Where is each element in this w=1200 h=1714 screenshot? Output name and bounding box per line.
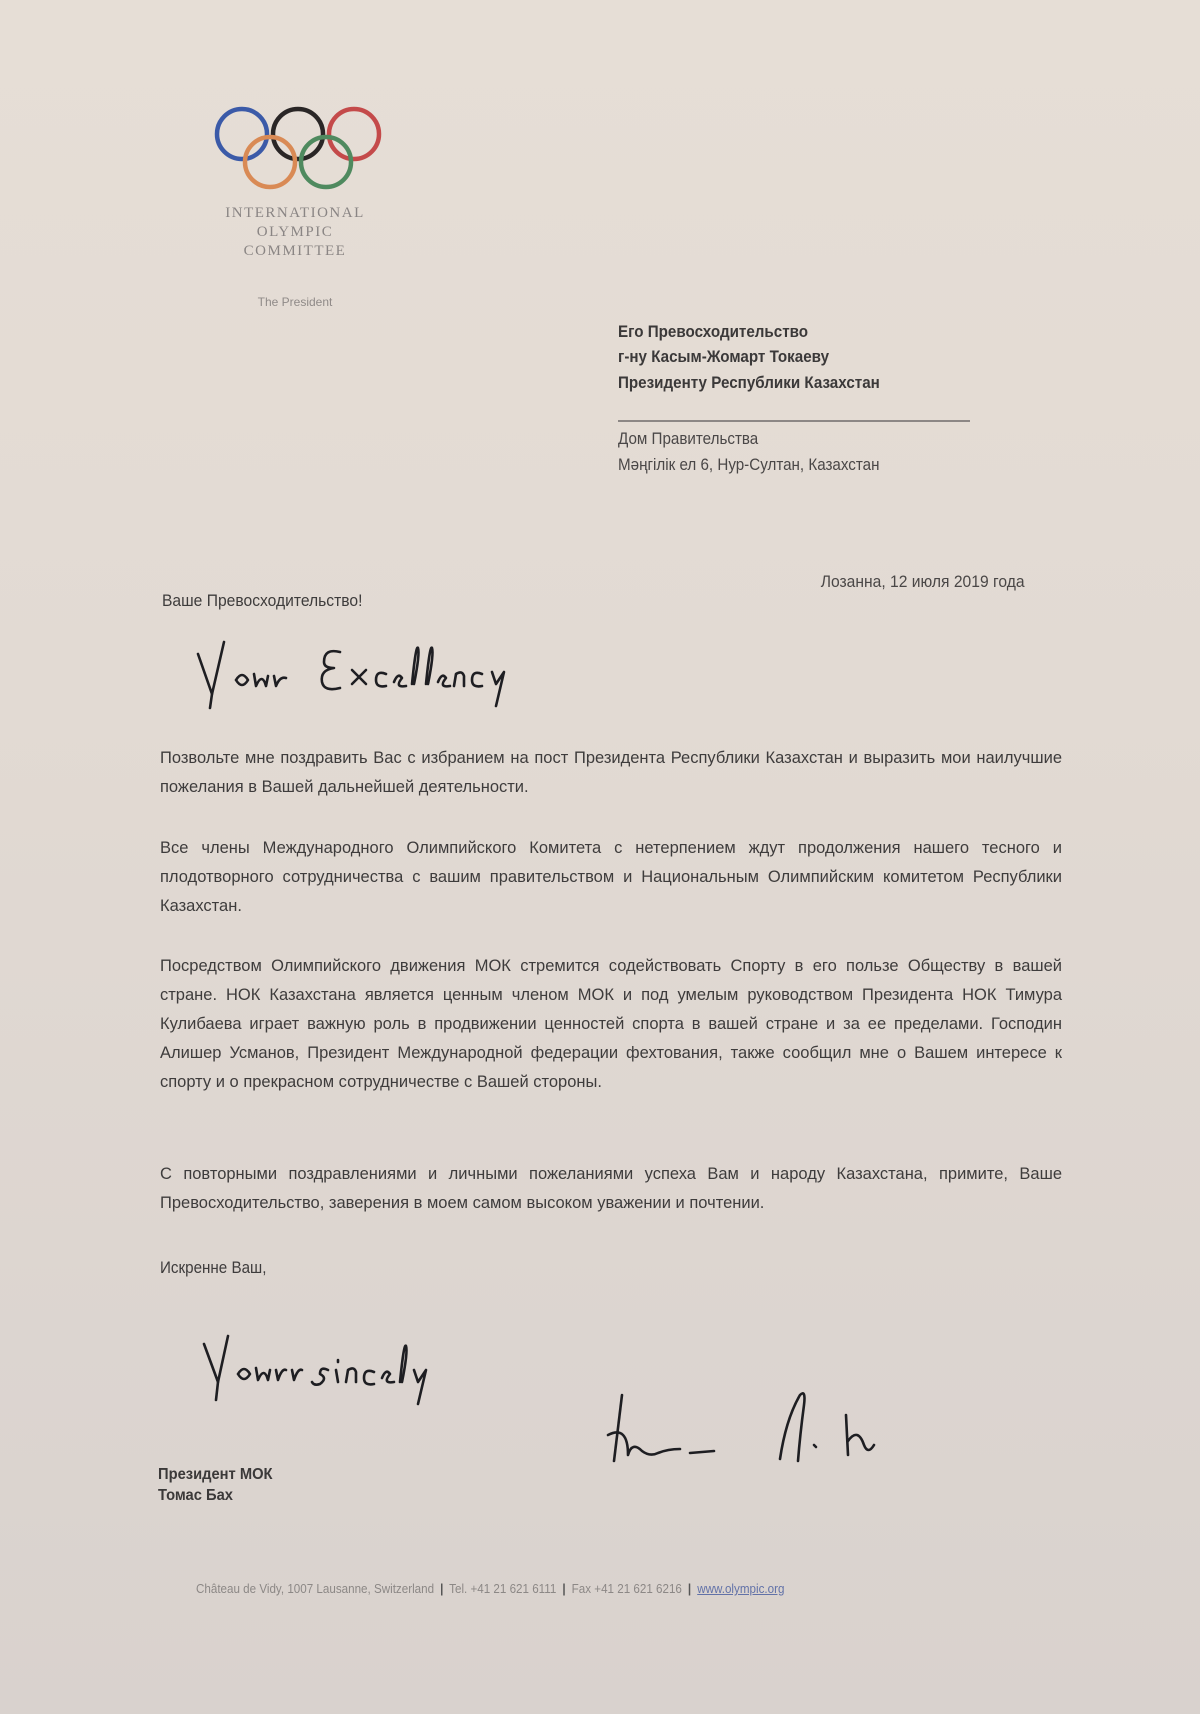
signatory-title: Президент МОК <box>158 1466 273 1483</box>
signatory-name: Томас Бах <box>158 1487 233 1504</box>
address-line-2: Мәңгілік ел 6, Нур-Султан, Казахстан <box>618 456 880 474</box>
body-paragraph-4: С повторными поздравлениями и личными пожеланиями успеха Вам и народу Казахстана, примите, Ваше Превосходительство, заверения в моем самом высоком уважении и почтении. <box>160 1165 1062 1212</box>
closing-line: Искренне Ваш, <box>160 1259 267 1277</box>
letter-footer <box>196 1582 959 1596</box>
recipient-line-3: Президенту Республики Казахстан <box>618 374 880 392</box>
letterhead-role: The President <box>257 295 333 309</box>
salutation: Ваше Превосходительство! <box>162 591 363 610</box>
footer-tel: Tel. +41 21 621 6111 <box>449 1582 557 1596</box>
org-line-2: OLYMPIC <box>256 224 334 240</box>
org-line-3: COMMITTEE <box>243 243 347 259</box>
body-paragraph-2: Все члены Международного Олимпийского Комитета с нетерпением ждут продолжения нашего тесного и плодотворного сотрудничества с вашим правительством и Национальным Олимпийским комитетом Республики Казахстан. <box>160 839 1062 915</box>
address-divider <box>618 420 970 422</box>
body-paragraph-3: Посредством Олимпийского движения МОК стремится содействовать Спорту в его пользе Обществу в вашей стране. НОК Казахстана является ценным членом МОК и под умелым руководством Президента НОК Тимура Кулибаева играет важную роль в продвижении ценностей спорта в вашей стране и за ее пределами. Господин Алишер Усманов, Президент Международной федерации фехтования, также сообщил мне о Вашем интересе к спорту и о прекрасном сотрудничестве с Вашей стороны. <box>160 957 1062 1091</box>
address-line-1: Дом Правительства <box>618 430 759 448</box>
handwritten-signature <box>600 1375 900 1475</box>
footer-separator: | <box>440 1582 444 1596</box>
handwritten-salutation <box>190 632 630 712</box>
recipient-line-2: г-ну Касым-Жомарт Токаеву <box>618 348 830 366</box>
footer-website-link[interactable]: www.olympic.org <box>697 1582 785 1596</box>
body-paragraph-1: Позвольте мне поздравить Вас с избранием на пост Президента Республики Казахстан и выразить мои наилучшие пожелания в Вашей дальнейшей деятельности. <box>160 749 1062 796</box>
footer-separator: | <box>687 1582 692 1596</box>
date-line: Лозанна, 12 июля 2019 года <box>821 572 1025 591</box>
olympic-rings-icon <box>212 104 384 196</box>
organization-name <box>200 204 390 261</box>
footer-address: Château de Vidy, 1007 Lausanne, Switzerland <box>196 1582 435 1596</box>
recipient-line-1: Его Превосходительство <box>618 323 809 341</box>
handwritten-closing <box>198 1330 558 1410</box>
org-line-1: INTERNATIONAL <box>225 205 365 221</box>
footer-separator: | <box>562 1582 566 1596</box>
footer-fax: Fax +41 21 621 6216 <box>571 1582 682 1596</box>
